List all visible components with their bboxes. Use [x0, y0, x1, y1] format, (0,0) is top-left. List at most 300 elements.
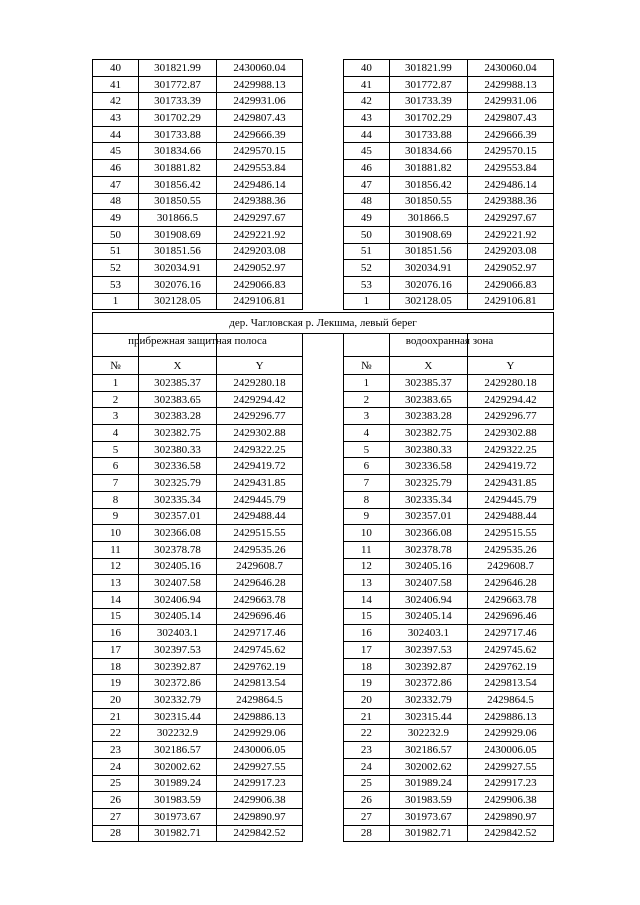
- table-row: [93, 808, 554, 825]
- table-row: [93, 76, 554, 93]
- column-gap: [303, 808, 344, 825]
- point-number-left: 46: [93, 160, 139, 177]
- y-coordinate-left: 2429486.14: [217, 176, 303, 193]
- y-coordinate-left: 2429296.77: [217, 408, 303, 425]
- col-y-header-right: Y: [467, 357, 553, 375]
- point-number-left: 2: [93, 391, 139, 408]
- x-coordinate-right: 301989.24: [389, 775, 467, 792]
- y-coordinate-right: 2429646.28: [467, 575, 553, 592]
- col-x-header-left: X: [138, 357, 216, 375]
- x-coordinate-left: 302335.34: [138, 491, 216, 508]
- x-coordinate-right: 302406.94: [389, 591, 467, 608]
- point-number-left: 44: [93, 126, 139, 143]
- x-coordinate-right: 302397.53: [389, 642, 467, 659]
- point-number-right: 48: [343, 193, 389, 210]
- point-number-left: 28: [93, 825, 139, 842]
- x-coordinate-left: 302378.78: [138, 541, 216, 558]
- x-coordinate-right: 302076.16: [389, 276, 467, 293]
- column-gap: [303, 508, 344, 525]
- y-coordinate-right: 2429762.19: [467, 658, 553, 675]
- column-gap: [303, 692, 344, 709]
- x-coordinate-left: 301856.42: [138, 176, 216, 193]
- table-row: [93, 725, 554, 742]
- x-coordinate-left: 302397.53: [138, 642, 216, 659]
- point-number-left: 9: [93, 508, 139, 525]
- y-coordinate-left: 2429066.83: [217, 276, 303, 293]
- point-number-right: 24: [343, 758, 389, 775]
- top-coordinates-table: [92, 59, 554, 310]
- table-row: [93, 408, 554, 425]
- point-number-left: 41: [93, 76, 139, 93]
- point-number-right: 53: [343, 276, 389, 293]
- y-coordinate-right: 2429294.42: [467, 391, 553, 408]
- table-row: [93, 525, 554, 542]
- point-number-right: 23: [343, 742, 389, 759]
- y-coordinate-right: 2429203.08: [467, 243, 553, 260]
- x-coordinate-right: 301881.82: [389, 160, 467, 177]
- y-coordinate-left: 2429431.85: [217, 475, 303, 492]
- point-number-left: 50: [93, 226, 139, 243]
- x-coordinate-right: 302366.08: [389, 525, 467, 542]
- x-coordinate-left: 301973.67: [138, 808, 216, 825]
- point-number-right: 51: [343, 243, 389, 260]
- y-coordinate-right: 2429066.83: [467, 276, 553, 293]
- y-coordinate-left: 2429745.62: [217, 642, 303, 659]
- point-number-right: 3: [343, 408, 389, 425]
- point-number-left: 24: [93, 758, 139, 775]
- point-number-left: 6: [93, 458, 139, 475]
- table-row: [93, 160, 554, 177]
- y-coordinate-left: 2429864.5: [217, 692, 303, 709]
- x-coordinate-left: 301733.39: [138, 93, 216, 110]
- x-coordinate-left: 301702.29: [138, 110, 216, 127]
- x-coordinate-right: 302002.62: [389, 758, 467, 775]
- point-number-right: 43: [343, 110, 389, 127]
- column-gap: [303, 441, 344, 458]
- point-number-left: 43: [93, 110, 139, 127]
- table-row: [93, 591, 554, 608]
- y-coordinate-left: 2429322.25: [217, 441, 303, 458]
- column-gap: [303, 391, 344, 408]
- y-coordinate-left: 2429929.06: [217, 725, 303, 742]
- x-coordinate-right: 301856.42: [389, 176, 467, 193]
- y-coordinate-left: 2429535.26: [217, 541, 303, 558]
- column-gap: [303, 375, 344, 392]
- x-coordinate-right: 302186.57: [389, 742, 467, 759]
- point-number-left: 52: [93, 260, 139, 277]
- right-caption: водоохранная зона: [405, 335, 494, 347]
- table-row: [93, 391, 554, 408]
- x-coordinate-left: 302380.33: [138, 441, 216, 458]
- point-number-right: 7: [343, 475, 389, 492]
- y-coordinate-right: 2429813.54: [467, 675, 553, 692]
- table-row: [93, 642, 554, 659]
- point-number-left: 1: [93, 375, 139, 392]
- column-gap: [303, 110, 344, 127]
- y-coordinate-right: 2429570.15: [467, 143, 553, 160]
- column-gap: [303, 160, 344, 177]
- point-number-right: 28: [343, 825, 389, 842]
- y-coordinate-right: 2429322.25: [467, 441, 553, 458]
- x-coordinate-right: 302336.58: [389, 458, 467, 475]
- x-coordinate-right: 301772.87: [389, 76, 467, 93]
- y-coordinate-left: 2429807.43: [217, 110, 303, 127]
- table-row: [93, 425, 554, 442]
- y-coordinate-right: 2429280.18: [467, 375, 553, 392]
- point-number-left: 5: [93, 441, 139, 458]
- x-coordinate-left: 302372.86: [138, 675, 216, 692]
- table-row: [93, 126, 554, 143]
- x-coordinate-right: 301908.69: [389, 226, 467, 243]
- column-gap: [303, 541, 344, 558]
- x-coordinate-left: 301821.99: [138, 60, 216, 77]
- point-number-right: 27: [343, 808, 389, 825]
- point-number-left: 47: [93, 176, 139, 193]
- table-row: [93, 375, 554, 392]
- section-title: дер. Чагловская р. Лекшма, левый берег: [92, 312, 554, 334]
- column-gap: [303, 93, 344, 110]
- y-coordinate-right: 2429106.81: [467, 293, 553, 310]
- x-coordinate-right: 302405.16: [389, 558, 467, 575]
- x-coordinate-right: 302357.01: [389, 508, 467, 525]
- y-coordinate-left: 2429106.81: [217, 293, 303, 310]
- col-x-header-right: X: [389, 357, 467, 375]
- y-coordinate-left: 2429445.79: [217, 491, 303, 508]
- table-row: [93, 458, 554, 475]
- x-coordinate-right: 302405.14: [389, 608, 467, 625]
- x-coordinate-right: 301733.88: [389, 126, 467, 143]
- point-number-left: 18: [93, 658, 139, 675]
- y-coordinate-left: 2429890.97: [217, 808, 303, 825]
- x-coordinate-right: 301834.66: [389, 143, 467, 160]
- column-gap: [303, 625, 344, 642]
- column-gap: [303, 176, 344, 193]
- table-row: [93, 575, 554, 592]
- x-coordinate-left: 301982.71: [138, 825, 216, 842]
- column-gap: [303, 825, 344, 842]
- x-coordinate-left: 302385.37: [138, 375, 216, 392]
- x-coordinate-right: 302325.79: [389, 475, 467, 492]
- table-row: [93, 541, 554, 558]
- y-coordinate-left: 2429302.88: [217, 425, 303, 442]
- point-number-left: 48: [93, 193, 139, 210]
- y-coordinate-right: 2429221.92: [467, 226, 553, 243]
- point-number-right: 45: [343, 143, 389, 160]
- point-number-right: 42: [343, 93, 389, 110]
- x-coordinate-right: 302332.79: [389, 692, 467, 709]
- y-coordinate-right: 2429052.97: [467, 260, 553, 277]
- column-gap: [303, 708, 344, 725]
- y-coordinate-right: 2429929.06: [467, 725, 553, 742]
- point-number-left: 45: [93, 143, 139, 160]
- x-coordinate-left: 302383.65: [138, 391, 216, 408]
- y-coordinate-left: 2429419.72: [217, 458, 303, 475]
- y-coordinate-right: 2429488.44: [467, 508, 553, 525]
- y-coordinate-left: 2429221.92: [217, 226, 303, 243]
- x-coordinate-left: 301983.59: [138, 792, 216, 809]
- y-coordinate-left: 2429488.44: [217, 508, 303, 525]
- point-number-left: 25: [93, 775, 139, 792]
- y-coordinate-right: 2429931.06: [467, 93, 553, 110]
- x-coordinate-right: 302335.34: [389, 491, 467, 508]
- point-number-right: 14: [343, 591, 389, 608]
- table-row: [93, 176, 554, 193]
- y-coordinate-left: 2429570.15: [217, 143, 303, 160]
- col-num-header-right: №: [343, 357, 389, 375]
- column-gap: [303, 608, 344, 625]
- x-coordinate-left: 302383.28: [138, 408, 216, 425]
- y-coordinate-left: 2429988.13: [217, 76, 303, 93]
- point-number-left: 20: [93, 692, 139, 709]
- y-coordinate-right: 2429906.38: [467, 792, 553, 809]
- column-gap: [303, 491, 344, 508]
- x-coordinate-left: 301772.87: [138, 76, 216, 93]
- point-number-right: 1: [343, 293, 389, 310]
- x-coordinate-right: 301866.5: [389, 210, 467, 227]
- y-coordinate-right: 2429663.78: [467, 591, 553, 608]
- table-row: [93, 93, 554, 110]
- point-number-left: 27: [93, 808, 139, 825]
- y-coordinate-right: 2429864.5: [467, 692, 553, 709]
- x-coordinate-left: 301850.55: [138, 193, 216, 210]
- column-gap: [303, 260, 344, 277]
- y-coordinate-right: 2429890.97: [467, 808, 553, 825]
- x-coordinate-left: 301733.88: [138, 126, 216, 143]
- table-row: [93, 276, 554, 293]
- point-number-left: 49: [93, 210, 139, 227]
- point-number-right: 49: [343, 210, 389, 227]
- x-coordinate-right: 302403.1: [389, 625, 467, 642]
- point-number-right: 2: [343, 391, 389, 408]
- x-coordinate-right: 302372.86: [389, 675, 467, 692]
- y-coordinate-left: 2429886.13: [217, 708, 303, 725]
- table-row: [93, 193, 554, 210]
- point-number-right: 19: [343, 675, 389, 692]
- x-coordinate-left: 302405.14: [138, 608, 216, 625]
- table-row: [93, 675, 554, 692]
- x-coordinate-left: 302406.94: [138, 591, 216, 608]
- column-gap: [303, 775, 344, 792]
- point-number-left: 1: [93, 293, 139, 310]
- table-row: [93, 60, 554, 77]
- left-caption: прибрежная защитная полоса: [128, 335, 267, 347]
- x-coordinate-left: 302034.91: [138, 260, 216, 277]
- column-gap: [303, 126, 344, 143]
- point-number-right: 47: [343, 176, 389, 193]
- x-coordinate-left: 301989.24: [138, 775, 216, 792]
- column-gap: [303, 642, 344, 659]
- bottom-table-body: [93, 334, 554, 842]
- point-number-right: 22: [343, 725, 389, 742]
- y-coordinate-right: 2429927.55: [467, 758, 553, 775]
- point-number-left: 12: [93, 558, 139, 575]
- y-coordinate-left: 2429842.52: [217, 825, 303, 842]
- point-number-right: 26: [343, 792, 389, 809]
- point-number-left: 13: [93, 575, 139, 592]
- point-number-left: 8: [93, 491, 139, 508]
- point-number-left: 15: [93, 608, 139, 625]
- y-coordinate-left: 2429931.06: [217, 93, 303, 110]
- x-coordinate-right: 302128.05: [389, 293, 467, 310]
- y-coordinate-right: 2429302.88: [467, 425, 553, 442]
- y-coordinate-right: 2429988.13: [467, 76, 553, 93]
- column-gap: [303, 742, 344, 759]
- column-gap: [303, 243, 344, 260]
- y-coordinate-right: 2429431.85: [467, 475, 553, 492]
- bottom-coordinates-table: [92, 333, 554, 842]
- column-gap: [303, 558, 344, 575]
- y-coordinate-right: 2429842.52: [467, 825, 553, 842]
- column-gap: [303, 525, 344, 542]
- x-coordinate-left: 301881.82: [138, 160, 216, 177]
- x-coordinate-right: 302232.9: [389, 725, 467, 742]
- x-coordinate-left: 302332.79: [138, 692, 216, 709]
- x-coordinate-left: 301851.56: [138, 243, 216, 260]
- point-number-left: 19: [93, 675, 139, 692]
- y-coordinate-left: 2429608.7: [217, 558, 303, 575]
- column-gap: [303, 575, 344, 592]
- column-gap: [303, 458, 344, 475]
- point-number-right: 15: [343, 608, 389, 625]
- y-coordinate-left: 2429280.18: [217, 375, 303, 392]
- point-number-left: 10: [93, 525, 139, 542]
- x-coordinate-right: 301851.56: [389, 243, 467, 260]
- column-gap: [303, 725, 344, 742]
- y-coordinate-left: 2429696.46: [217, 608, 303, 625]
- point-number-left: 4: [93, 425, 139, 442]
- y-coordinate-right: 2429608.7: [467, 558, 553, 575]
- x-coordinate-left: 302407.58: [138, 575, 216, 592]
- table-row: [93, 692, 554, 709]
- x-coordinate-right: 302383.65: [389, 391, 467, 408]
- y-coordinate-left: 2429813.54: [217, 675, 303, 692]
- y-coordinate-right: 2429807.43: [467, 110, 553, 127]
- y-coordinate-right: 2429445.79: [467, 491, 553, 508]
- column-gap: [303, 293, 344, 310]
- y-coordinate-right: 2429388.36: [467, 193, 553, 210]
- y-coordinate-left: 2429388.36: [217, 193, 303, 210]
- column-gap: [303, 276, 344, 293]
- y-coordinate-right: 2429296.77: [467, 408, 553, 425]
- table-row: [93, 243, 554, 260]
- y-coordinate-left: 2429906.38: [217, 792, 303, 809]
- column-gap: [303, 143, 344, 160]
- x-coordinate-left: 302366.08: [138, 525, 216, 542]
- x-coordinate-right: 302407.58: [389, 575, 467, 592]
- table-row: [93, 558, 554, 575]
- x-coordinate-right: 302383.28: [389, 408, 467, 425]
- point-number-right: 1: [343, 375, 389, 392]
- table-row: [93, 758, 554, 775]
- x-coordinate-left: 301866.5: [138, 210, 216, 227]
- point-number-right: 40: [343, 60, 389, 77]
- table-row: [93, 260, 554, 277]
- point-number-right: 12: [343, 558, 389, 575]
- x-coordinate-left: 302186.57: [138, 742, 216, 759]
- y-coordinate-right: 2429666.39: [467, 126, 553, 143]
- y-coordinate-left: 2430006.05: [217, 742, 303, 759]
- point-number-right: 18: [343, 658, 389, 675]
- col-y-header-left: Y: [217, 357, 303, 375]
- table-row: [93, 708, 554, 725]
- top-table-body: [93, 60, 554, 310]
- column-gap: [303, 210, 344, 227]
- x-coordinate-left: 302128.05: [138, 293, 216, 310]
- point-number-right: 16: [343, 625, 389, 642]
- y-coordinate-left: 2429666.39: [217, 126, 303, 143]
- point-number-left: 26: [93, 792, 139, 809]
- y-coordinate-right: 2429553.84: [467, 160, 553, 177]
- table-row: [93, 625, 554, 642]
- x-coordinate-right: 302378.78: [389, 541, 467, 558]
- point-number-left: 22: [93, 725, 139, 742]
- table-row: [93, 775, 554, 792]
- y-coordinate-left: 2429927.55: [217, 758, 303, 775]
- y-coordinate-left: 2429515.55: [217, 525, 303, 542]
- y-coordinate-right: 2429515.55: [467, 525, 553, 542]
- point-number-right: 21: [343, 708, 389, 725]
- y-coordinate-left: 2429917.23: [217, 775, 303, 792]
- table-row: [93, 441, 554, 458]
- table-row: [93, 825, 554, 842]
- point-number-right: 44: [343, 126, 389, 143]
- y-coordinate-left: 2429294.42: [217, 391, 303, 408]
- point-number-right: 41: [343, 76, 389, 93]
- point-number-right: 46: [343, 160, 389, 177]
- column-gap: [303, 591, 344, 608]
- x-coordinate-right: 302385.37: [389, 375, 467, 392]
- x-coordinate-right: 301821.99: [389, 60, 467, 77]
- point-number-left: 51: [93, 243, 139, 260]
- x-coordinate-right: 302392.87: [389, 658, 467, 675]
- point-number-left: 17: [93, 642, 139, 659]
- x-coordinate-left: 302232.9: [138, 725, 216, 742]
- x-coordinate-left: 302076.16: [138, 276, 216, 293]
- point-number-left: 21: [93, 708, 139, 725]
- x-coordinate-right: 302315.44: [389, 708, 467, 725]
- x-coordinate-left: 301834.66: [138, 143, 216, 160]
- x-coordinate-left: 302315.44: [138, 708, 216, 725]
- point-number-left: 16: [93, 625, 139, 642]
- point-number-right: 52: [343, 260, 389, 277]
- table-row: [93, 110, 554, 127]
- point-number-left: 40: [93, 60, 139, 77]
- y-coordinate-right: 2429696.46: [467, 608, 553, 625]
- column-gap: [303, 425, 344, 442]
- point-number-right: 5: [343, 441, 389, 458]
- y-coordinate-left: 2430060.04: [217, 60, 303, 77]
- y-coordinate-right: 2429717.46: [467, 625, 553, 642]
- y-coordinate-left: 2429762.19: [217, 658, 303, 675]
- table-row: [93, 608, 554, 625]
- x-coordinate-right: 301850.55: [389, 193, 467, 210]
- point-number-right: 50: [343, 226, 389, 243]
- point-number-left: 7: [93, 475, 139, 492]
- x-coordinate-left: 301908.69: [138, 226, 216, 243]
- x-coordinate-right: 301702.29: [389, 110, 467, 127]
- column-gap: [303, 658, 344, 675]
- y-coordinate-left: 2429553.84: [217, 160, 303, 177]
- point-number-left: 23: [93, 742, 139, 759]
- y-coordinate-left: 2429052.97: [217, 260, 303, 277]
- x-coordinate-left: 302336.58: [138, 458, 216, 475]
- column-header-row: [93, 357, 554, 375]
- x-coordinate-left: 302392.87: [138, 658, 216, 675]
- x-coordinate-right: 302034.91: [389, 260, 467, 277]
- y-coordinate-right: 2429745.62: [467, 642, 553, 659]
- point-number-right: 4: [343, 425, 389, 442]
- column-gap: [303, 193, 344, 210]
